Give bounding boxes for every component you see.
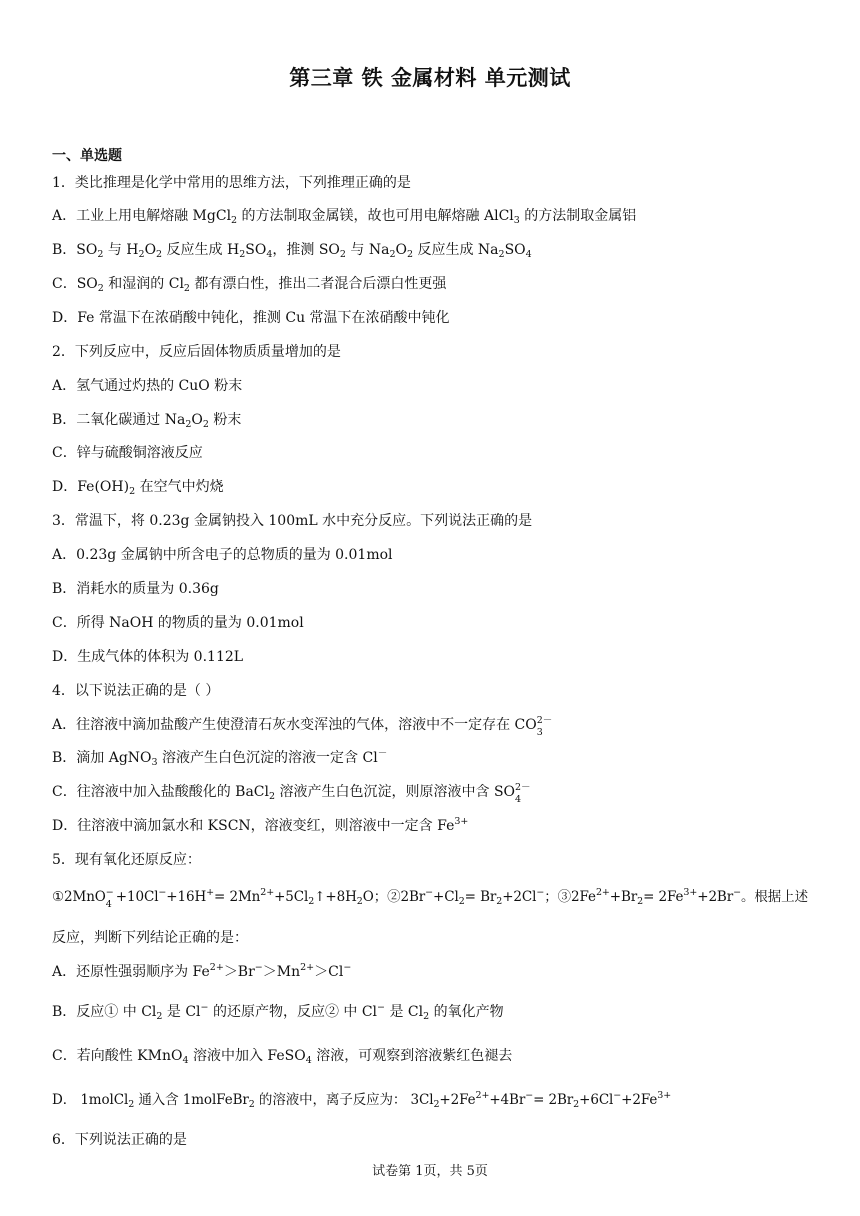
question-4-option-d: D．往溶液中滴加氯水和 KSCN，溶液变红，则溶液中一定含 $Fe^{3+}$: [52, 816, 469, 834]
question-5-option-b: B．反应① 中 $Cl_2$ 是 Cl− 的还原产物，反应② 中 Cl− 是 $Cl_2$ 的氧化产物: [52, 1002, 504, 1022]
page-footer: 试卷第 1页，共 5页: [372, 1164, 488, 1179]
question-5-stem: 5．现有氧化还原反应：: [52, 852, 201, 868]
question-4-stem: 4．以下说法正确的是（ ）: [52, 683, 220, 699]
page-title: 第三章 铁 金属材料 单元测试: [289, 66, 571, 90]
question-1-option-b: B．$SO_2$ 与 $H_2O_2$ 反应生成 $H_2SO_4$，推测 $SO_2$ 与 $Na_2O_2$ 反应生成 $Na_2SO_4$: [52, 242, 532, 260]
question-4-option-a: A．往溶液中滴加盐酸产生使澄清石灰水变浑浊的气体，溶液中不一定存在 CO 2－ 3: [52, 715, 553, 738]
question-5-option-a: A．还原性强弱顺序为 $Fe^{2+}>Br^->Mn^{2+}>Cl^-$: [52, 962, 352, 980]
question-5-option-c: C．若向酸性 KMnO$_4$ 溶液中加入 FeSO$_4$ 溶液，可观察到溶液紫红色褪去: [52, 1048, 513, 1066]
question-3-option-d: D．生成气体的体积为 0.112L: [52, 649, 244, 665]
question-2-option-c: C．锌与硫酸铜溶液反应: [52, 445, 203, 461]
question-3-option-b: B．消耗水的质量为 0.36g: [52, 581, 219, 597]
question-1-stem: 1．类比推理是化学中常用的思维方法，下列推理正确的是: [52, 175, 411, 191]
question-4-option-b: B．滴加 AgNO$_3$ 溶液产生白色沉淀的溶液一定含 Cl－: [52, 748, 388, 768]
question-1-option-c: C．$SO_2$ 和湿润的 $Cl_2$ 都有漂白性，推出二者混合后漂白性更强: [52, 276, 447, 294]
question-2-option-b: B．二氧化碳通过 $Na_2O_2$ 粉末: [52, 412, 242, 430]
question-2-stem: 2．下列反应中，反应后固体物质质量增加的是: [52, 344, 341, 360]
question-3-option-c: C．所得 NaOH 的物质的量为 0.01mol: [52, 615, 304, 631]
question-5-option-d: D． 1molCl$_2$ 通入含 1molFeBr$_2$ 的溶液中，离子反应为： $3Cl_2+2Fe^{2+}+4Br^-= 2Br_2+6Cl^-+2Fe^{3+}$: [52, 1090, 672, 1110]
question-1-option-a: A．工业上用电解熔融 MgCl$_2$ 的方法制取金属镁，故也可用电解熔融 AlCl$_3$ 的方法制取金属铝: [52, 208, 637, 226]
question-2-option-a: A．氢气通过灼热的 CuO 粉末: [52, 378, 243, 394]
question-3-stem: 3．常温下，将 0.23g 金属钠投入 100mL 水中充分反应。下列说法正确的是: [52, 513, 533, 529]
question-1-option-d: D．Fe 常温下在浓硝酸中钝化，推测 Cu 常温下在浓硝酸中钝化: [52, 310, 450, 326]
question-4-option-c: C．往溶液中加入盐酸酸化的 BaCl$_2$ 溶液产生白色沉淀，则原溶液中含 SO 2－ 4: [52, 782, 531, 805]
question-6-stem: 6．下列说法正确的是: [52, 1132, 187, 1148]
question-2-option-d: D．$Fe(OH)_2$ 在空气中灼烧: [52, 479, 224, 497]
question-5-continuation: 反应，判断下列结论正确的是：: [52, 930, 248, 946]
question-5-equations: ①2MnO − 4 $+10Cl^-+16H^+= 2Mn^{2+}+5Cl_2↑+8H_2O$；$②2Br^-+Cl_2= Br_2+2Cl^-$；$③2Fe^{2+}+Br_2= 2Fe^{3+}+2Br^-$。根据上述: [52, 887, 808, 910]
section-heading: 一、单选题: [52, 148, 122, 164]
question-3-option-a: A．0.23g 金属钠中所含电子的总物质的量为 0.01mol: [52, 547, 393, 563]
